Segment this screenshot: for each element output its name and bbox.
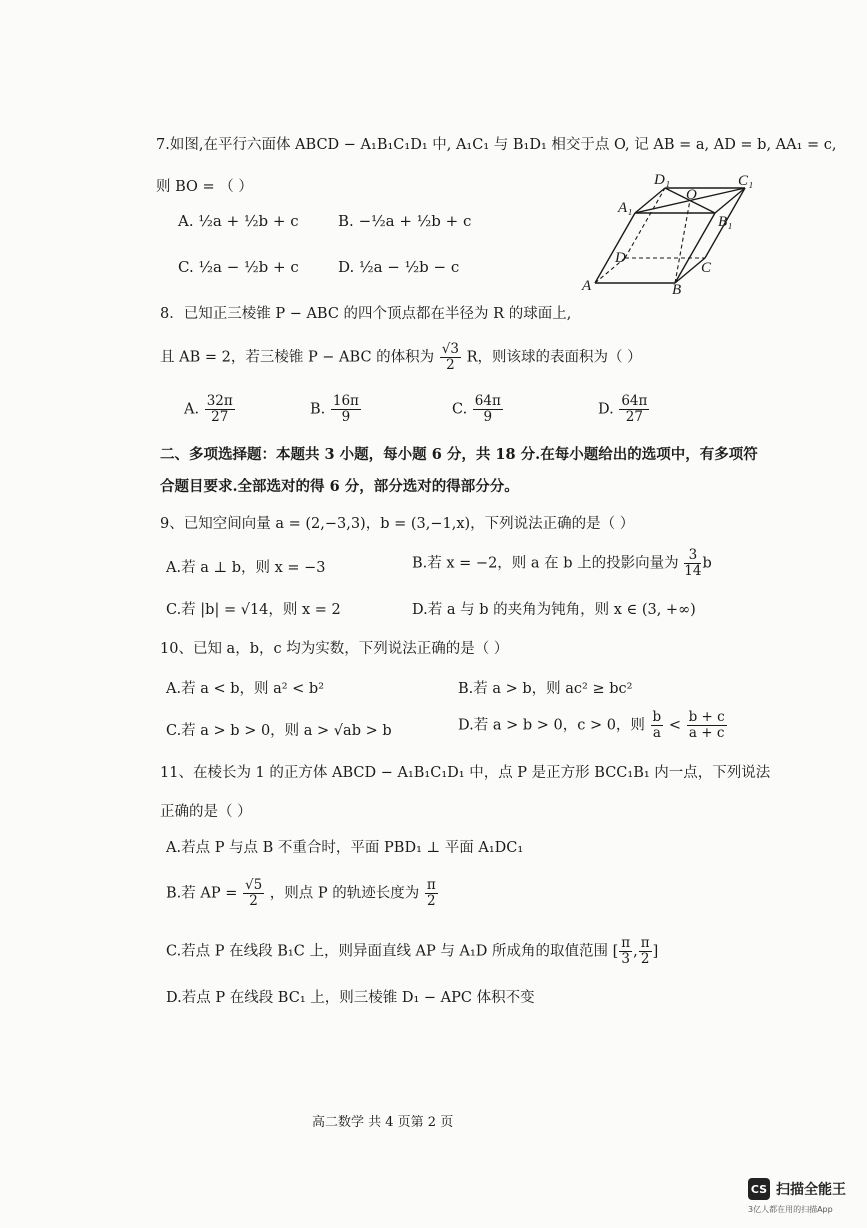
label-c: C bbox=[701, 260, 712, 276]
label-a: A bbox=[582, 278, 592, 294]
q9-stem: 9、已知空间向量 a = (2,−3,3)，b = (3,−1,x)，下列说法正确的是（ ） bbox=[160, 516, 635, 532]
q9-option-d: D.若 a 与 b 的夹角为钝角，则 x ∈ (3, +∞) bbox=[412, 602, 696, 618]
q9-option-a: A.若 a ⊥ b，则 x = −3 bbox=[166, 560, 326, 576]
page-footer: 高二数学 共 4 页第 2 页 bbox=[312, 1115, 454, 1130]
q8-option-c: C. $\frac{64\pi}{9}$ bbox=[452, 393, 501, 425]
q10-option-c: C.若 a > b > 0，则 a > √ab > b bbox=[166, 723, 392, 739]
q11-stem-line2: 正确的是（ ） bbox=[160, 804, 252, 820]
q10-option-a: A.若 a < b，则 a² < b² bbox=[166, 681, 325, 697]
q7-option-b: B. −½a + ½b + c bbox=[338, 212, 472, 230]
q8-line2: 且 AB = 2，若三棱锥 P − ABC 的体积为 $\frac{√3}{2}$ R，则该球的表面积为（ ） bbox=[160, 341, 642, 373]
label-b1: B₁ bbox=[718, 214, 733, 230]
q8-option-b: B. $\frac{16\pi}{9}$ bbox=[310, 393, 359, 425]
label-a1: A₁ bbox=[618, 200, 633, 216]
label-d: D bbox=[615, 250, 626, 266]
q7-stem: 7.如图,在平行六面体 ABCD − A₁B₁C₁D₁ 中, A₁C₁ 与 B₁D₁ 相交于点 O, 记 AB = a, AD = b, AA₁ = c, bbox=[156, 137, 837, 153]
label-o: O bbox=[686, 187, 697, 203]
q11-stem-line1: 11、在棱长为 1 的正方体 ABCD − A₁B₁C₁D₁ 中，点 P 是正方形 BCC₁B₁ 内一点，下列说法 bbox=[160, 765, 771, 781]
q11-option-d: D.若点 P 在线段 BC₁ 上，则三棱锥 D₁ − APC 体积不变 bbox=[166, 990, 535, 1006]
q11-option-b: B.若 AP = $\frac{√5}{2}$ ，则点 P 的轨迹长度为 $\frac{\pi}{2}$ bbox=[166, 877, 436, 909]
q7-ask: 则 BO = （ ） bbox=[156, 179, 253, 195]
camscanner-logo-icon: CS bbox=[748, 1178, 770, 1200]
q7-option-c: C. ½a − ½b + c bbox=[178, 258, 299, 276]
scanner-badge bbox=[748, 1178, 846, 1200]
label-b: B bbox=[672, 282, 682, 298]
section2-heading-line1: 二、多项选择题：本题共 3 小题，每小题 6 分，共 18 分.在每小题给出的选项中，有多项符 bbox=[160, 446, 758, 463]
q11-option-c: C.若点 P 在线段 B₁C 上，则异面直线 AP 与 A₁D 所成角的取值范围 [ $\frac{\pi}{3}$ , $\frac{\pi}{2}$ ] bbox=[166, 935, 659, 967]
q8-line1: 8．已知正三棱锥 P − ABC 的四个顶点都在半径为 R 的球面上, bbox=[160, 306, 572, 322]
q9-option-b: B.若 x = −2，则 a 在 b 上的投影向量为 $\frac{3}{14}$ b bbox=[412, 547, 712, 579]
q10-option-b: B.若 a > b，则 ac² ≥ bc² bbox=[458, 681, 633, 697]
q8-option-d: D. $\frac{64\pi}{27}$ bbox=[598, 393, 648, 425]
label-c1: C₁ bbox=[738, 173, 754, 189]
q11-option-a: A.若点 P 与点 B 不重合时，平面 PBD₁ ⊥ 平面 A₁DC₁ bbox=[166, 840, 524, 856]
q9-option-c: C.若 |b| = √14，则 x = 2 bbox=[166, 602, 341, 618]
scanner-tagline: 3亿人都在用的扫描App bbox=[748, 1205, 833, 1214]
q7-option-a: A. ½a + ½b + c bbox=[178, 212, 299, 230]
q10-stem: 10、已知 a，b，c 均为实数，下列说法正确的是（ ） bbox=[160, 641, 509, 657]
q10-option-d: D.若 a > b > 0，c > 0，则 $\frac{b}{a}$ < $\frac{b + c}{a + c}$ bbox=[458, 709, 725, 741]
q7-option-d: D. ½a − ½b − c bbox=[338, 258, 460, 276]
scanner-app-name: 扫描全能王 bbox=[776, 1182, 846, 1198]
label-d1: D₁ bbox=[654, 172, 671, 188]
parallelepiped-figure bbox=[580, 168, 770, 298]
q8-option-a: A. $\frac{32\pi}{27}$ bbox=[184, 393, 233, 425]
section2-heading-line2: 合题目要求.全部选对的得 6 分，部分选对的得部分分。 bbox=[160, 478, 519, 495]
